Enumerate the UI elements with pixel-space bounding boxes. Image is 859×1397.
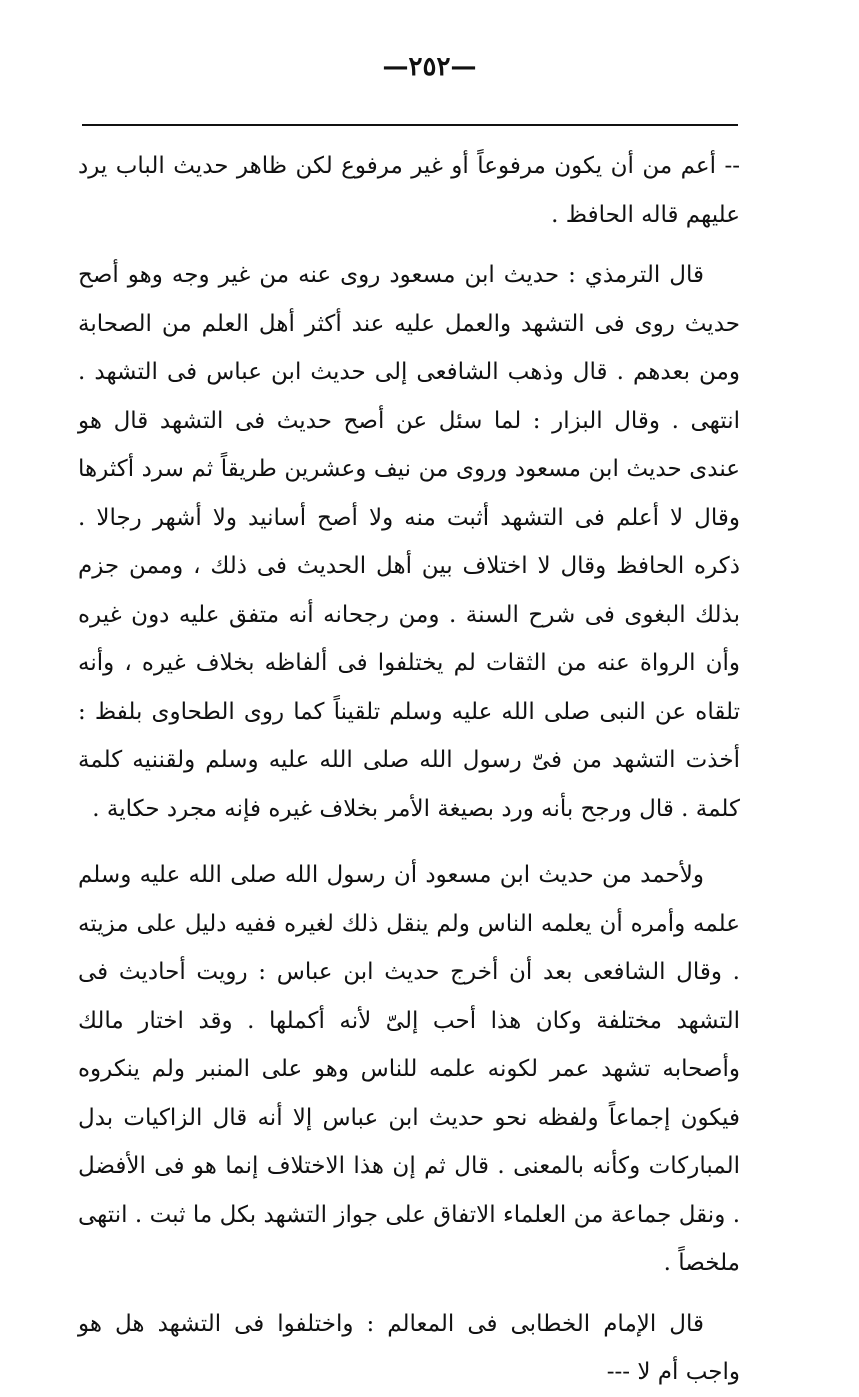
paragraph-gap [78,1288,740,1300]
paragraph-gap [78,833,740,851]
paragraph-khattabi: قال الإمام الخطابى فى المعالم : واختلفوا فى التشهد هل هو واجب أم لا --- [78,1310,740,1385]
paragraph-ahmad: ولأحمد من حديث ابن مسعود أن رسول الله صلى الله عليه وسلم علمه وأمره أن يعلمه الناس ولم ينقل ذلك لغيره ففيه دليل على مزيته . وقال الشافعى بعد أن أخرج حديث ابن عباس : رويت أحاديث فى التشهد مختلفة وكان هذا أحب إلىّ لأنه أكملها . وقد اختار مالك وأصحابه تشهد عمر لكونه علمه للناس وهو على المنبر ولم ينكروه فيكون إجماعاً ولفظه نحو حديث ابن عباس إلا أنه قال الزاكيات بدل المباركات وكأنه بالمعنى . قال ثم إن هذا الاختلاف إنما هو فى الأفضل . ونقل جماعة من العلماء الاتفاق على جواز التشهد بكل ما ثبت . انتهى ملخصاً . [78,862,740,1276]
page-number: —٢٥٢— [382,52,477,82]
paragraph-tirmidhi: قال الترمذي : حديث ابن مسعود روى عنه من غير وجه وهو أصح حديث روى فى التشهد والعمل عليه عند أكثر أهل العلم من الصحابة ومن بعدهم . قال وذهب الشافعى إلى حديث ابن عباس فى التشهد . انتهى . وقال البزار : لما سئل عن أصح حديث فى التشهد قال هو عندى حديث ابن مسعود وروى من نيف وعشرين طريقاً ثم سرد أكثرها وقال لا أعلم فى التشهد أثبت منه ولا أصح أسانيد ولا أشهر رجالا . ذكره الحافظ وقال لا اختلاف بين أهل الحديث فى ذلك ، وممن جزم بذلك البغوى فى شرح السنة . ومن رجحانه أنه متفق عليه دون غيره وأن الرواة عنه من الثقات لم يختلفوا فى ألفاظه بخلاف غيره ، وأنه تلقاه عن النبى صلى الله عليه وسلم تلقيناً كما روى الطحاوى بلفظ : أخذت التشهد من فىّ رسول الله صلى الله عليه وسلم ولقننيه كلمة كلمة . قال ورجح بأنه ورد بصيغة الأمر بخلاف غيره فإنه مجرد حكاية . [78,262,740,822]
paragraph-continuation: -- أعم من أن يكون مرفوعاً أو غير مرفوع لكن ظاهر حديث الباب يرد عليهم قاله الحافظ . [78,153,740,228]
body-text [78,142,740,1397]
header-rule [82,124,738,126]
paragraph-gap [78,239,740,251]
